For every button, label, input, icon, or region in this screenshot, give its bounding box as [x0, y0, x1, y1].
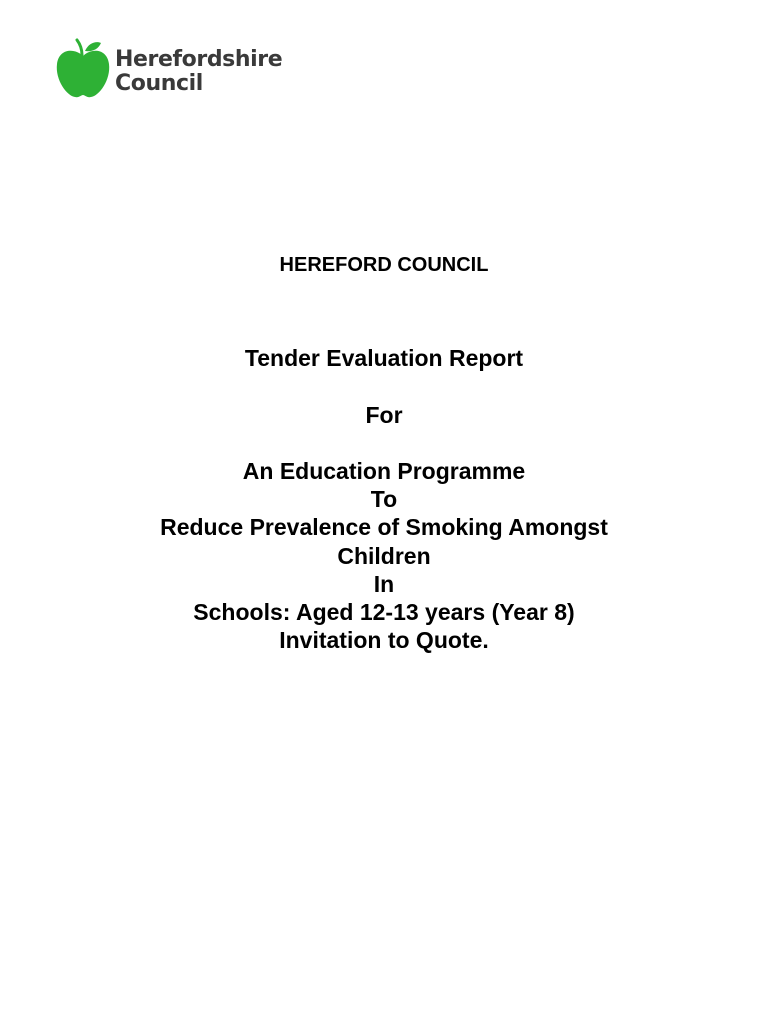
logo-brand-subname: Council	[115, 71, 203, 96]
subject-line: Schools: Aged 12-13 years (Year 8)	[193, 599, 575, 626]
subject-line: Invitation to Quote.	[279, 627, 489, 654]
subject-line: Reduce Prevalence of Smoking Amongst	[160, 514, 608, 541]
apple-icon	[55, 38, 111, 100]
subject-line: To	[370, 486, 398, 513]
subject-line: An Education Programme	[242, 458, 526, 484]
document-subject	[0, 457, 768, 654]
logo-brand-name: Herefordshire	[115, 47, 283, 72]
document-for-line: For	[365, 402, 403, 428]
document-title: Tender Evaluation Report	[244, 345, 524, 371]
council-logo	[55, 38, 295, 102]
subject-line: In	[373, 570, 395, 597]
organisation-heading: HEREFORD COUNCIL	[279, 254, 489, 276]
subject-line: Children	[337, 542, 431, 569]
